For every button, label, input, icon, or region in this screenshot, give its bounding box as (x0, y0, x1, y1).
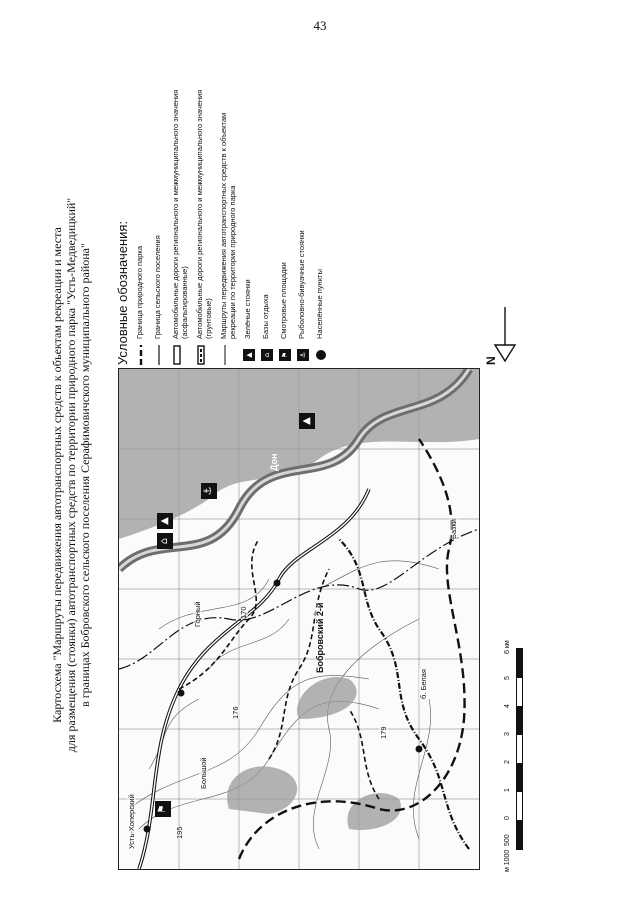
label-bobrovsky-2: Бобровский 2-й (315, 602, 325, 673)
legend-item-recreation-base (261, 75, 273, 365)
north-arrow (484, 305, 520, 365)
legend-title: Условные обозначения: (115, 220, 130, 365)
boundary-park-line-icon (135, 345, 147, 365)
legend-text: Граница природного парка (135, 246, 144, 339)
legend-text: Автомобильные дороги регионального и межмуниципального значения (грунтовые) (195, 89, 213, 339)
green-parking-marker: ▲ (157, 513, 173, 529)
road-dirt-icon (195, 345, 207, 365)
label-spot-195: 195 (175, 826, 184, 839)
fishing-camp-marker: ⚓ (201, 483, 217, 499)
viewpoint-marker: ⚑ (155, 801, 171, 817)
legend-text: Зелёные стоянки (243, 279, 252, 339)
scale-tick: 3 (504, 732, 511, 736)
legend-item-road-asphalt (171, 75, 189, 365)
legend-item-park-boundary (135, 75, 147, 365)
legend-text: Смотровые площадки (279, 262, 288, 339)
fishing-camp-icon: ⚓ (297, 349, 309, 361)
label-balka-belaya: б. Белая (419, 669, 428, 699)
viewpoint-icon: ⚑ (279, 349, 291, 361)
recreation-base-icon: ⌂ (261, 349, 273, 361)
topographic-map (118, 368, 480, 870)
label-ust-khopersky: Усть-Хоперский (127, 794, 136, 849)
map-title (50, 70, 92, 880)
settlement-dot-icon (315, 345, 327, 365)
map-title-line-3: в границах Бобровского сельского поселения Серафимовичского муниципального района" (78, 243, 92, 707)
boundary-settlement-line-icon (153, 345, 165, 365)
label-bazki: Базки (449, 519, 458, 539)
map-drawing (119, 369, 479, 869)
legend-item-road-dirt (195, 75, 213, 365)
legend-item-fishing-camp (297, 75, 309, 365)
label-spot-176: 176 (231, 706, 240, 719)
label-bolshoi: Большой (199, 757, 208, 789)
scale-bar (502, 612, 542, 872)
tent-marker: ▲ (299, 413, 315, 429)
legend-text: Автомобильные дороги регионального и межмуниципального значения (асфальтированные) (171, 89, 189, 339)
label-spot-170: 170 (239, 606, 248, 619)
scale-tick: 1 (504, 788, 511, 792)
scale-unit: м 1000 (504, 849, 511, 872)
label-don: Дон (269, 453, 279, 471)
legend-text: Населённые пункты (315, 269, 324, 339)
scale-tick: 0 (504, 816, 511, 820)
legend-item-settlement-boundary (153, 75, 165, 365)
legend-item-settlement (315, 75, 327, 365)
scale-tick: 6 км (504, 640, 511, 654)
scale-tick: 5 (504, 676, 511, 680)
label-gornyi: Горный (193, 601, 202, 627)
legend-text: Рыболовно-бивуачные стоянки (297, 230, 306, 339)
scale-bar-graphic (516, 648, 523, 850)
recreation-base-marker: ⌂ (157, 533, 173, 549)
map-sheet (50, 70, 610, 880)
north-label: N (484, 356, 498, 365)
legend-item-viewpoint (279, 75, 291, 365)
legend (115, 75, 538, 365)
scale-tick: 2 (504, 760, 511, 764)
route-line-icon (219, 345, 231, 365)
scale-tick: 4 (504, 704, 511, 708)
legend-item-green-parking (243, 75, 255, 365)
green-parking-icon: ▲ (243, 349, 255, 361)
map-title-line-1: Картосхема "Маршруты передвижения автотранспортных средств к объектам рекреации и места (50, 227, 64, 723)
legend-text: Граница сельского поселения (153, 235, 162, 339)
scale-tick: 500 (504, 834, 511, 846)
page-number: 43 (313, 18, 327, 33)
road-asphalt-icon (171, 345, 183, 365)
legend-item-route (219, 75, 237, 365)
legend-text: Базы отдыха (261, 294, 270, 339)
map-title-line-2: для размещения (стоянки) автотранспортных средств по территории природного парка "Усть-Медведицкий" (64, 197, 78, 753)
label-spot-179: 179 (379, 726, 388, 739)
legend-text: Маршруты передвижения автотранспортных средств к объектам рекреации по территории природного парка (219, 112, 237, 339)
